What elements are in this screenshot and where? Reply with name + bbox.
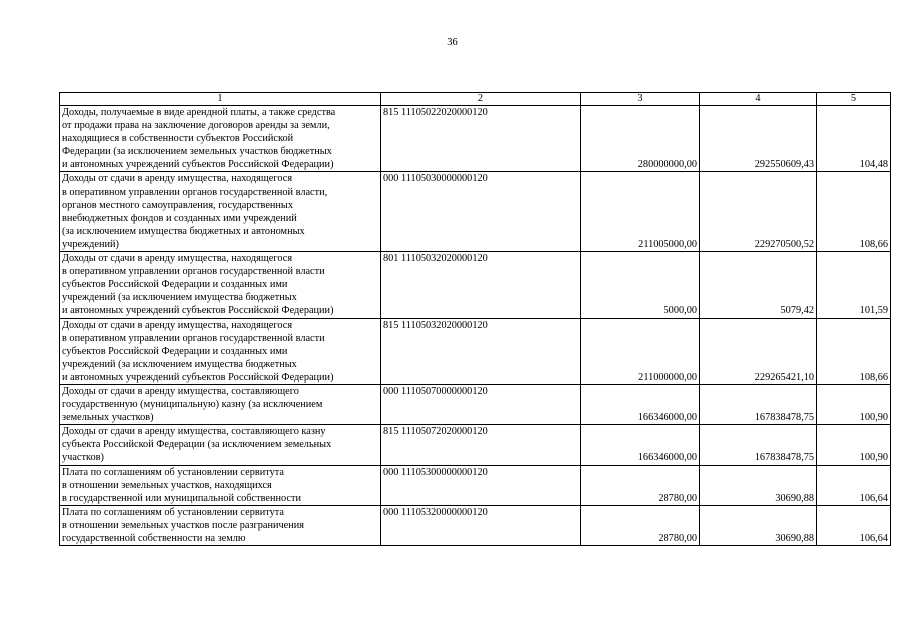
- execution-percent-cell: 108,66: [817, 318, 891, 384]
- execution-percent-cell: 108,66: [817, 172, 891, 252]
- table-row: [60, 425, 891, 465]
- planned-amount-cell: 28780,00: [581, 505, 700, 545]
- table-row: [60, 318, 891, 384]
- column-number: 1: [60, 93, 381, 106]
- planned-amount-cell: 28780,00: [581, 465, 700, 505]
- column-number: 4: [700, 93, 817, 106]
- table-row: [60, 106, 891, 172]
- budget-code-cell: 000 11105320000000120: [381, 505, 581, 545]
- actual-amount-cell: 30690,88: [700, 505, 817, 545]
- budget-code-cell: 000 11105300000000120: [381, 465, 581, 505]
- revenue-name-cell: Плата по соглашениям об установлении сервитута в отношении земельных участков после разграничения государственной собственности на землю: [60, 505, 381, 545]
- actual-amount-cell: 5079,42: [700, 252, 817, 318]
- execution-percent-cell: 100,90: [817, 384, 891, 424]
- execution-percent-cell: 104,48: [817, 106, 891, 172]
- column-number: 3: [581, 93, 700, 106]
- revenue-name-cell: Доходы от сдачи в аренду имущества, составляющего казну субъекта Российской Федерации (за исключением земельных участков): [60, 425, 381, 465]
- planned-amount-cell: 166346000,00: [581, 384, 700, 424]
- planned-amount-cell: 211005000,00: [581, 172, 700, 252]
- execution-percent-cell: 106,64: [817, 505, 891, 545]
- revenue-table: [59, 92, 891, 546]
- actual-amount-cell: 229265421,10: [700, 318, 817, 384]
- actual-amount-cell: 229270500,52: [700, 172, 817, 252]
- budget-code-cell: 000 11105070000000120: [381, 384, 581, 424]
- column-number: 5: [817, 93, 891, 106]
- actual-amount-cell: 167838478,75: [700, 425, 817, 465]
- execution-percent-cell: 106,64: [817, 465, 891, 505]
- budget-code-cell: 000 11105030000000120: [381, 172, 581, 252]
- table-row: [60, 465, 891, 505]
- column-number-row: [60, 93, 891, 106]
- budget-code-cell: 815 11105072020000120: [381, 425, 581, 465]
- planned-amount-cell: 5000,00: [581, 252, 700, 318]
- budget-code-cell: 801 11105032020000120: [381, 252, 581, 318]
- execution-percent-cell: 100,90: [817, 425, 891, 465]
- actual-amount-cell: 292550609,43: [700, 106, 817, 172]
- planned-amount-cell: 166346000,00: [581, 425, 700, 465]
- table-row: [60, 505, 891, 545]
- column-number: 2: [381, 93, 581, 106]
- budget-code-cell: 815 11105032020000120: [381, 318, 581, 384]
- revenue-name-cell: Доходы от сдачи в аренду имущества, находящегося в оперативном управлении органов государственной власти субъектов Российской Федерации и созданных ими учреждений (за исключением имущества бюджетных и автономных учреждений субъектов Российской Федерации): [60, 318, 381, 384]
- budget-code-cell: 815 11105022020000120: [381, 106, 581, 172]
- revenue-name-cell: Доходы, получаемые в виде арендной платы, а также средства от продажи права на заключение договоров аренды за земли, находящиеся в собственности субъектов Российской Федерации (за исключением земельных участков бюджетных и автономных учреждений субъектов Российской Федерации): [60, 106, 381, 172]
- revenue-name-cell: Доходы от сдачи в аренду имущества, составляющего государственную (муниципальную) казну (за исключением земельных участков): [60, 384, 381, 424]
- actual-amount-cell: 167838478,75: [700, 384, 817, 424]
- table-row: [60, 384, 891, 424]
- page-number: 36: [447, 37, 458, 48]
- revenue-name-cell: Доходы от сдачи в аренду имущества, находящегося в оперативном управлении органов государственной власти, органов местного самоуправления, государственных внебюджетных фондов и созданных ими учреждений (за исключением имущества бюджетных и автономных учреждений): [60, 172, 381, 252]
- table-row: [60, 252, 891, 318]
- planned-amount-cell: 280000000,00: [581, 106, 700, 172]
- actual-amount-cell: 30690,88: [700, 465, 817, 505]
- execution-percent-cell: 101,59: [817, 252, 891, 318]
- revenue-name-cell: Доходы от сдачи в аренду имущества, находящегося в оперативном управлении органов государственной власти субъектов Российской Федерации и созданных ими учреждений (за исключением имущества бюджетных и автономных учреждений субъектов Российской Федерации): [60, 252, 381, 318]
- planned-amount-cell: 211000000,00: [581, 318, 700, 384]
- table-row: [60, 172, 891, 252]
- revenue-name-cell: Плата по соглашениям об установлении сервитута в отношении земельных участков, находящихся в государственной или муниципальной собственности: [60, 465, 381, 505]
